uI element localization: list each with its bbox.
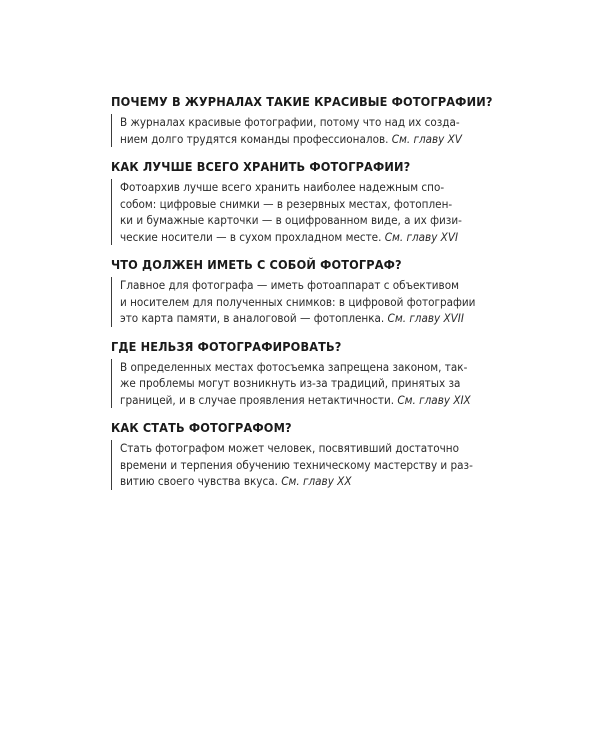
answer-block xyxy=(111,359,493,409)
answer-line-last xyxy=(120,131,493,148)
answer-line-text: это карта памяти, в аналоговой — фотопленка. xyxy=(120,311,385,325)
answer-line: и носителем для полученных снимков: в цифровой фотографии xyxy=(120,294,476,309)
answer-block xyxy=(111,277,493,327)
answer-line-text: нием долго трудятся команды профессионалов. xyxy=(120,131,389,146)
answer-line: Фотоархив лучше всего хранить наиболее надежным спо- xyxy=(120,180,445,194)
answer-line: же проблемы могут возникнуть из-за традиций, принятых за xyxy=(120,376,461,390)
question-heading: ПОЧЕМУ В ЖУРНАЛАХ ТАКИЕ КРАСИВЫЕ ФОТОГРАФИИ? xyxy=(111,94,493,109)
faq-item xyxy=(111,420,493,490)
question-heading: КАК СТАТЬ ФОТОГРАФОМ? xyxy=(111,420,292,435)
answer-line-last xyxy=(120,310,493,327)
answer-block xyxy=(111,179,493,245)
answer-line-text: ческие носители — в сухом прохладном месте. xyxy=(120,229,382,244)
question-heading: КАК ЛУЧШЕ ВСЕГО ХРАНИТЬ ФОТОГРАФИИ? xyxy=(111,159,411,174)
answer-line: В определенных местах фотосъемка запрещена законом, так- xyxy=(120,359,468,374)
answer-line-text: границей, и в случае проявления нетактичности. xyxy=(120,392,395,407)
question-heading: ЧТО ДОЛЖЕН ИМЕТЬ С СОБОЙ ФОТОГРАФ? xyxy=(111,257,402,272)
faq-item xyxy=(111,94,493,147)
answer-block xyxy=(111,440,493,490)
faq-list xyxy=(111,94,493,502)
answer-line-last xyxy=(120,392,493,409)
chapter-reference: См. главу XIX xyxy=(397,392,471,407)
chapter-reference: См. главу XV xyxy=(391,131,462,146)
chapter-reference: См. главу XVI xyxy=(384,229,459,244)
chapter-reference: См. главу XX xyxy=(281,474,352,488)
question-heading: ГДЕ НЕЛЬЗЯ ФОТОГРАФИРОВАТЬ? xyxy=(111,338,342,354)
answer-line: Главное для фотографа — иметь фотоаппарат с объективом xyxy=(120,278,459,292)
answer-line-last xyxy=(120,229,493,246)
answer-line: Стать фотографом может человек, посвятивший достаточно xyxy=(120,441,459,455)
answer-line-last xyxy=(120,473,493,490)
chapter-reference: См. главу XVII xyxy=(387,311,464,325)
faq-item xyxy=(111,339,493,409)
answer-line: времени и терпения обучению техническому мастерству и раз- xyxy=(120,457,473,472)
answer-line: В журналах красивые фотографии, потому что над их созда- xyxy=(120,115,460,129)
answer-block xyxy=(111,114,493,147)
answer-line: ки и бумажные карточки — в оцифрованном виде, а их физи- xyxy=(120,213,462,227)
answer-line-text: витию своего чувства вкуса. xyxy=(120,474,278,488)
faq-item xyxy=(111,257,493,327)
answer-line: собом: цифровые снимки — в резервных местах, фотоплен- xyxy=(120,196,453,211)
faq-item xyxy=(111,159,493,245)
